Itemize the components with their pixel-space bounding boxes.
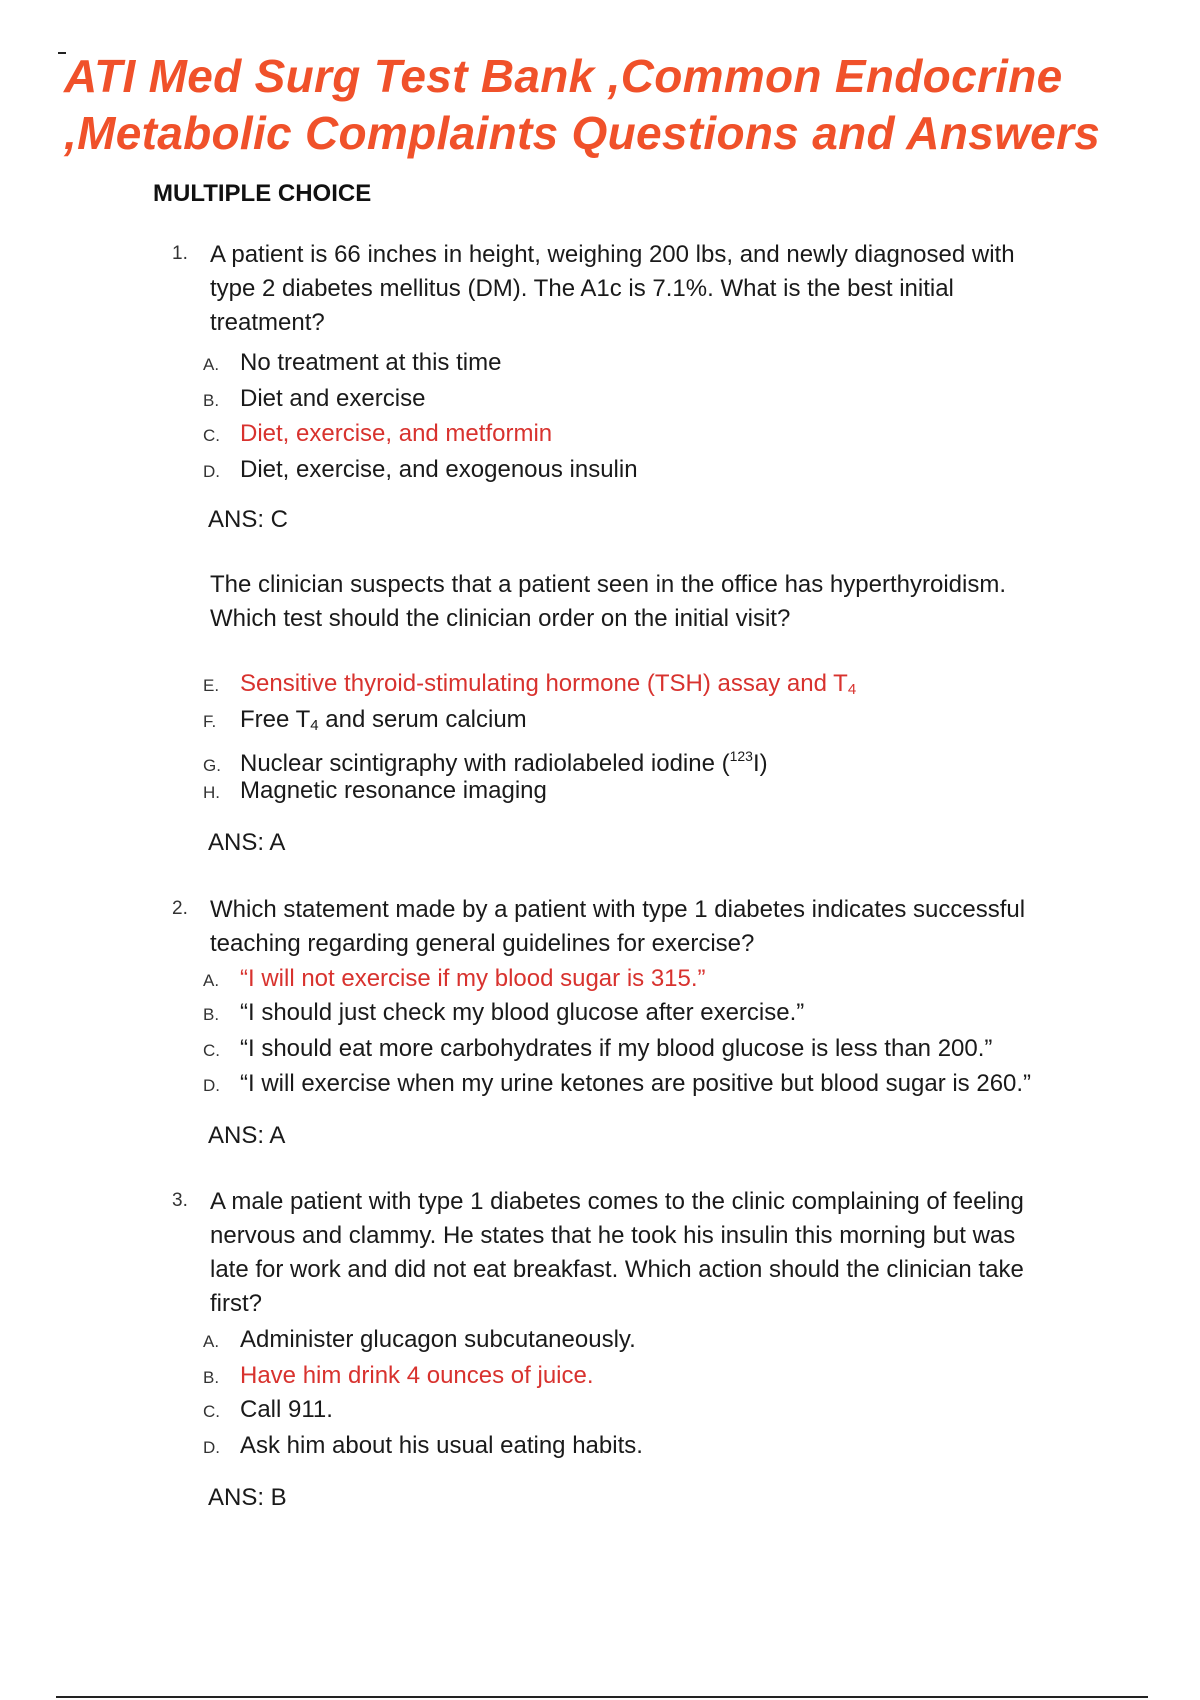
option-text [240, 750, 768, 777]
option-text: Magnetic resonance imaging [240, 777, 547, 804]
question-stem-line: treatment? [210, 309, 325, 336]
option-letter: G. [203, 756, 221, 775]
question-stem-line: Which statement made by a patient with type 1 diabetes indicates successful [210, 896, 1026, 923]
question-stem [210, 1185, 1110, 1321]
option-letter: C. [203, 1402, 220, 1421]
option-letter: D. [203, 462, 220, 481]
question-stem-line: nervous and clammy. He states that he took his insulin this morning but was [210, 1222, 1016, 1249]
option-text: “I should just check my blood glucose after exercise.” [240, 999, 805, 1026]
option-a-correct [203, 962, 1163, 996]
answer-label: ANS: B [208, 1484, 287, 1511]
question-stem-line: The clinician suspects that a patient seen in the office has hyperthyroidism. [210, 571, 1006, 598]
option-text: “I should eat more carbohydrates if my blood glucose is less than 200.” [240, 1035, 993, 1062]
option-c [203, 1393, 1163, 1427]
question-number: 1. [172, 243, 188, 264]
question-stem [210, 893, 1110, 961]
question-stem-line: late for work and did not eat breakfast. Which action should the clinician take [210, 1256, 1024, 1283]
option-d [203, 1429, 1163, 1463]
option-h [203, 774, 1163, 808]
question-stem [210, 238, 1110, 340]
option-letter: B. [203, 1005, 220, 1024]
subscript: 4 [310, 717, 319, 734]
option-text-after: I) [752, 750, 768, 777]
section-label: MULTIPLE CHOICE [153, 180, 372, 207]
option-b [203, 382, 1163, 416]
option-text: Have him drink 4 ounces of juice. [240, 1362, 594, 1389]
option-letter: D. [203, 1076, 220, 1095]
option-text: Diet, exercise, and metformin [240, 420, 553, 447]
option-b-correct [203, 1359, 1163, 1393]
question-stem-line: A patient is 66 inches in height, weighing 200 lbs, and newly diagnosed with [210, 241, 1015, 268]
option-letter: E. [203, 676, 220, 695]
option-text: Diet, exercise, and exogenous insulin [240, 456, 638, 483]
question-stem-line: Which test should the clinician order on the initial visit? [210, 605, 791, 632]
option-letter: B. [203, 1368, 220, 1387]
option-c [203, 1032, 1163, 1066]
question-stem [210, 568, 1110, 636]
question-number: 3. [172, 1190, 188, 1211]
option-letter: C. [203, 1041, 220, 1060]
option-letter: A. [203, 1332, 220, 1351]
option-c-correct [203, 417, 1163, 451]
option-text [240, 706, 527, 733]
document-title [64, 48, 1184, 162]
option-text-before: Free T [240, 706, 311, 733]
option-letter: B. [203, 391, 220, 410]
option-text: “I will exercise when my urine ketones are positive but blood sugar is 260.” [240, 1070, 1032, 1097]
subscript: 4 [847, 681, 857, 698]
option-b [203, 996, 1163, 1030]
option-text: Diet and exercise [240, 385, 426, 412]
option-text-after: and serum calcium [318, 706, 527, 733]
option-letter: C. [203, 426, 220, 445]
option-letter: F. [203, 712, 217, 731]
question-stem-line: type 2 diabetes mellitus (DM). The A1c is 7.1%. What is the best initial [210, 275, 954, 302]
option-text: Administer glucagon subcutaneously. [240, 1326, 636, 1353]
option-a [203, 1323, 1163, 1357]
question-stem-line: first? [210, 1290, 263, 1317]
option-letter: D. [203, 1438, 220, 1457]
option-text: Ask him about his usual eating habits. [240, 1432, 643, 1459]
option-text: Call 911. [240, 1396, 333, 1423]
option-e-correct [203, 667, 1163, 701]
option-letter: A. [203, 355, 220, 374]
option-text-main: Sensitive thyroid-stimulating hormone (TSH) assay and T [240, 670, 848, 697]
option-a [203, 346, 1163, 380]
answer-label: ANS: A [208, 829, 286, 856]
option-f [203, 703, 1163, 737]
question-stem-line: A male patient with type 1 diabetes comes to the clinic complaining of feeling [210, 1188, 1024, 1215]
option-letter: H. [203, 783, 220, 802]
option-d [203, 453, 1163, 487]
option-text: No treatment at this time [240, 349, 502, 376]
option-g [203, 739, 1163, 777]
answer-label: ANS: C [208, 506, 289, 533]
option-text: “I will not exercise if my blood sugar is 315.” [240, 965, 706, 992]
question-stem-line: teaching regarding general guidelines for exercise? [210, 930, 755, 957]
question-number: 2. [172, 898, 188, 919]
bottom-rule [56, 1696, 1148, 1698]
superscript: 123 [729, 748, 753, 764]
option-letter: A. [203, 971, 220, 990]
option-text [240, 670, 856, 697]
option-text-before: Nuclear scintigraphy with radiolabeled iodine ( [240, 750, 730, 777]
answer-label: ANS: A [208, 1122, 286, 1149]
document-title-line-2: ,Metabolic Complaints Questions and Answers [64, 107, 1101, 159]
option-d [203, 1067, 1163, 1101]
document-title-line-1: ATI Med Surg Test Bank ,Common Endocrine [64, 50, 1063, 102]
